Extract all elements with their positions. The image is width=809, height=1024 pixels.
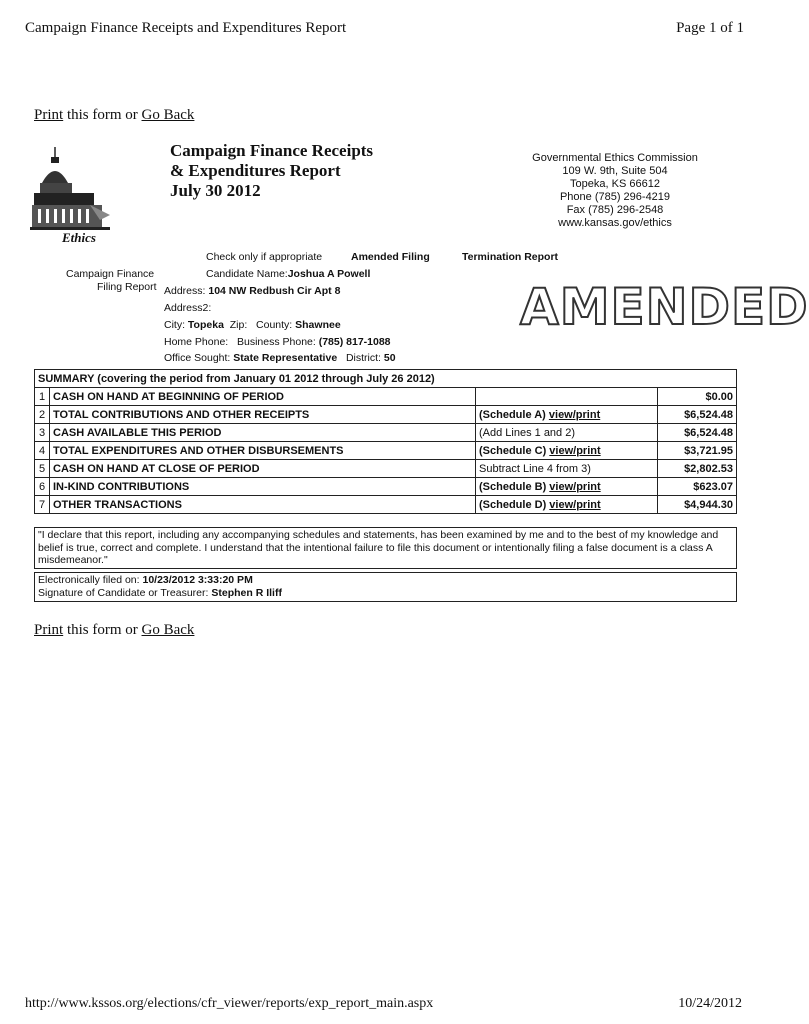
candidate-name-line — [206, 268, 370, 280]
line-label: TOTAL EXPENDITURES AND OTHER DISBURSEMENTS — [50, 442, 476, 460]
line-amount: $6,524.48 — [658, 424, 737, 442]
line-label: OTHER TRANSACTIONS — [50, 496, 476, 514]
filed-line — [38, 574, 733, 587]
schedule-label: Subtract Line 4 from 3) — [479, 462, 591, 475]
summary-row — [35, 424, 737, 442]
line-number: 1 — [35, 388, 50, 406]
schedule-reference — [476, 388, 658, 406]
summary-row — [35, 460, 737, 478]
line-number: 3 — [35, 424, 50, 442]
agency-street: 109 W. 9th, Suite 504 — [562, 165, 668, 177]
line-number: 7 — [35, 496, 50, 514]
line-amount: $0.00 — [658, 388, 737, 406]
schedule-reference — [476, 424, 658, 442]
home-phone-label: Home Phone: — [164, 336, 229, 348]
district-label: District: — [345, 352, 381, 364]
county-label: County: — [256, 319, 293, 331]
line-label: IN-KIND CONTRIBUTIONS — [50, 478, 476, 496]
candidate-address: 104 NW Redbush Cir Apt 8 — [208, 285, 341, 297]
report-date: July 30 2012 — [170, 181, 261, 200]
candidate-city: Topeka — [187, 319, 224, 331]
summary-heading-row — [35, 370, 737, 388]
signature-line — [38, 587, 733, 600]
schedule-label: (Schedule C) — [479, 444, 550, 457]
view-print-link[interactable]: view/print — [549, 498, 601, 511]
candidate-name-label: Candidate Name: — [206, 268, 288, 280]
office-label: Office Sought: — [164, 352, 231, 364]
schedule-label: (Schedule B) — [479, 480, 550, 493]
nav-text: this form or — [63, 622, 142, 638]
nav-text: this form or — [63, 107, 142, 123]
capitol-logo — [30, 145, 115, 245]
print-link[interactable]: Print — [34, 622, 64, 638]
schedule-label: (Schedule D) — [479, 498, 550, 511]
print-footer-url: http://www.kssos.org/elections/cfr_viewer/reports/exp_report_main.aspx — [25, 996, 434, 1011]
schedule-reference — [476, 406, 658, 424]
filed-label: Electronically filed on: — [38, 574, 140, 586]
filed-date: 10/23/2012 3:33:20 PM — [142, 574, 253, 586]
phone-line — [164, 336, 391, 348]
summary-row — [35, 388, 737, 406]
print-link[interactable]: Print — [34, 107, 64, 123]
declaration-text: "I declare that this report, including any accompanying schedules and statements, has been examined by me and to the best of my knowledge and belief is true, correct and complete. I understand that the intentional failure to file this document or intentionally filing a false document is a class A misdemeanor." — [34, 527, 737, 569]
filing-report-label-2: Filing Report — [97, 281, 157, 293]
capitol-building-icon — [30, 145, 115, 245]
report-title-line2: & Expenditures Report — [170, 161, 341, 180]
bottom-nav — [34, 622, 194, 639]
business-phone: (785) 817-1088 — [318, 336, 391, 348]
print-header-page: Page 1 of 1 — [676, 20, 744, 36]
schedule-label: (Schedule A) — [479, 408, 549, 421]
amended-filing-option: Amended Filing — [351, 251, 430, 263]
amended-stamp: AMENDED — [520, 278, 809, 336]
schedule-label: (Add Lines 1 and 2) — [479, 426, 576, 439]
business-phone-label: Business Phone: — [236, 336, 316, 348]
report-title — [170, 141, 373, 201]
schedule-reference — [476, 460, 658, 478]
view-print-link[interactable]: view/print — [549, 480, 601, 493]
line-amount: $4,944.30 — [658, 496, 737, 514]
agency-city: Topeka, KS 66612 — [570, 178, 660, 190]
summary-row — [35, 442, 737, 460]
go-back-link[interactable]: Go Back — [141, 107, 195, 123]
line-label: TOTAL CONTRIBUTIONS AND OTHER RECEIPTS — [50, 406, 476, 424]
agency-phone: Phone (785) 296-4219 — [559, 191, 671, 203]
candidate-name: Joshua A Powell — [287, 268, 371, 280]
city-line — [164, 319, 341, 331]
address-label: Address: — [164, 285, 206, 297]
district: 50 — [383, 352, 396, 364]
print-footer-date: 10/24/2012 — [678, 996, 742, 1011]
filing-report-label-1: Campaign Finance — [66, 268, 155, 280]
agency-address — [510, 152, 720, 230]
filing-info — [34, 572, 737, 602]
signature-label: Signature of Candidate or Treasurer: — [38, 587, 209, 599]
candidate-county: Shawnee — [295, 319, 341, 331]
summary-table — [34, 369, 737, 514]
print-header-title: Campaign Finance Receipts and Expenditures Report — [25, 20, 347, 36]
agency-website: www.kansas.gov/ethics — [558, 217, 672, 229]
view-print-link[interactable]: view/print — [549, 444, 601, 457]
agency-fax: Fax (785) 296-2548 — [566, 204, 664, 216]
line-label: CASH ON HAND AT BEGINNING OF PERIOD — [50, 388, 476, 406]
summary-heading: SUMMARY (covering the period from January 01 2012 through July 26 2012) — [35, 370, 737, 388]
schedule-reference — [476, 478, 658, 496]
line-amount: $3,721.95 — [658, 442, 737, 460]
line-number: 4 — [35, 442, 50, 460]
go-back-link[interactable]: Go Back — [141, 622, 195, 638]
line-number: 6 — [35, 478, 50, 496]
line-amount: $2,802.53 — [658, 460, 737, 478]
logo-text: Ethics — [62, 230, 96, 245]
address-line — [164, 285, 340, 297]
top-nav — [34, 107, 194, 124]
schedule-reference — [476, 496, 658, 514]
report-title-line1: Campaign Finance Receipts — [170, 141, 374, 160]
view-print-link[interactable]: view/print — [548, 408, 601, 421]
line-number: 5 — [35, 460, 50, 478]
agency-name: Governmental Ethics Commission — [532, 152, 698, 164]
office-sought: State Representative — [233, 352, 338, 364]
line-label: CASH ON HAND AT CLOSE OF PERIOD — [50, 460, 476, 478]
city-label: City: — [164, 319, 185, 331]
summary-row — [35, 478, 737, 496]
zip-label: Zip: — [229, 319, 248, 331]
line-number: 2 — [35, 406, 50, 424]
check-label: Check only if appropriate — [206, 251, 323, 263]
address2-label: Address2: — [164, 302, 212, 314]
summary-row — [35, 406, 737, 424]
line-amount: $6,524.48 — [658, 406, 737, 424]
schedule-reference — [476, 442, 658, 460]
office-line — [164, 352, 396, 364]
signature-name: Stephen R Iliff — [211, 587, 282, 599]
line-amount: $623.07 — [658, 478, 737, 496]
summary-row — [35, 496, 737, 514]
termination-report-option: Termination Report — [462, 251, 559, 263]
line-label: CASH AVAILABLE THIS PERIOD — [50, 424, 476, 442]
